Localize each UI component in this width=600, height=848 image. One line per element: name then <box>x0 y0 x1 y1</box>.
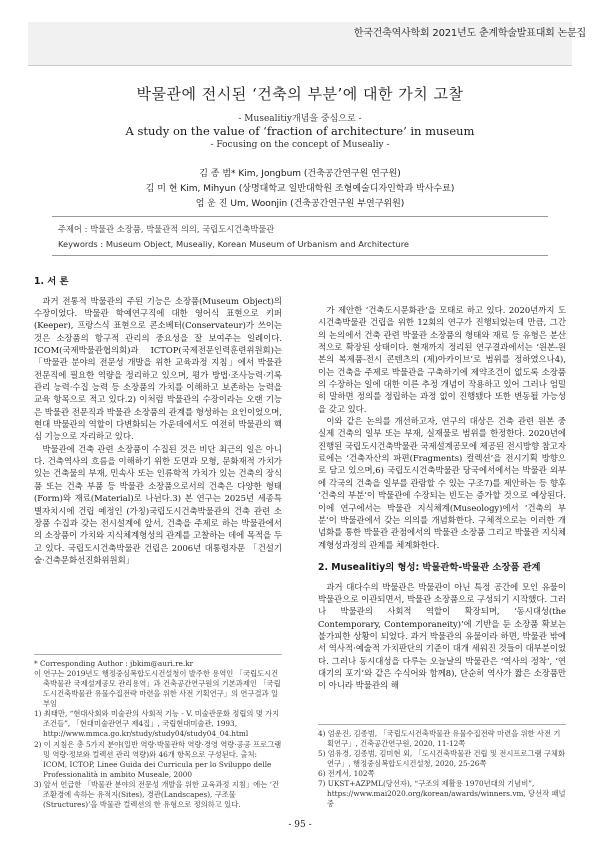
right-footnotes <box>318 724 566 810</box>
right-column <box>318 304 566 692</box>
footnote-corresponding: * Corresponding Author : jbkim@auri.re.kr <box>34 659 194 668</box>
keywords-korean: 주제어 : 박물관 소장품, 박물관적 의의, 국립도시건축박물관 <box>58 224 275 234</box>
english-subtitle: - Focusing on the concept of Musealiy - <box>210 140 390 150</box>
footnote-2: 2) 이 지침은 총 5가지 분야(일반 역량·박물관학 역량·경영 역량·공공 프로그램밍 역량·정보와 컬렉션 관리 역량)와 46개 항목으로 구성된다. 출처: ICOM, ICTOP, Linee Guida dei Curricula per lo Sviluppo delle Professionalità in ambito Museale, 2000 <box>34 739 282 779</box>
section-1-heading: 1. 서 론 <box>34 276 69 287</box>
right-paragraph-3: 과거 대다수의 박물관은 박물관이 아닌 특정 공간에 모인 유물이 박물관으로 이관되면서, 박물관 소장품으로 구성되기 시작했다. 그러나 박물관의 사회적 역할이 확장되며, ‘동시대성(the Contemporary, Contemporaneity)’에 기반을 둔 소장품 확보는 불가피한 상황이 되었다. 과거 박물관의 유물이라 하면, 박물관 밖에서 역사적·예술적 가치판단의 기준이 대개 세워진 것들이 대부분이었다. 그러나 동시대성을 다루는 오늘날의 박물관은 ‘역사의 정착’, ‘연대기의 포기’와 같은 수식어와 함께8), 단순히 역사가 짧은 소장품만이 아니라 박물관의 해 <box>318 581 566 691</box>
running-header: 한국건축역사학회 2021년도 춘계학술발표대회 논문집 <box>353 28 586 39</box>
footnote-4: 4) 엄운진, 김종범, 「국립도시건축박물관 유물수집전략 마련을 위한 사전 기획연구」, 건축공간연구원, 2020, 11-12쪽 <box>318 729 561 749</box>
footnote-3: 3) 앞서 언급한 「박물관 분야의 전문성 개발을 위한 교육과정 지침」에는 ‘건조환경에 속하는 유적지(Sites), 경관(Landscapes), 구조물(Structures)’을 박물관 컬렉션의 한 유형으로 정의하고 있다. <box>34 779 279 809</box>
footnote-6: 6) 전게서, 102쪽 <box>318 769 375 779</box>
left-footnotes <box>34 654 282 810</box>
english-title: A study on the value of ‘fraction of architecture’ in museum <box>125 124 475 138</box>
korean-title: 박물관에 전시된 ‘건축의 부분’에 대한 가치 고찰 <box>136 85 464 103</box>
left-column <box>34 275 282 566</box>
section-2-heading: 2. Musealitiy의 형성: 박물관학-박물관 소장품 관계 <box>318 561 541 573</box>
right-paragraph-1: 가 제안한 ‘건축도시문화관’을 모태로 하고 있다. 2020년까지 도시건축박물관 건립을 위한 12회의 연구가 진행되었는데 만큼, 그간의 논의에서 건축 관련 박물관 소장품의 형태와 재료 등 유형은 분산적으로 확장된 상태이다. 현재까지 정리된 연구결과에서는 ‘원본-원본의 복제품-전시 콘텐츠의 (제)아카이브’로 범위를 정하였으나4), 이는 건축을 주제로 박물관을 구축하기에 제약조건이 없도록 소장품의 수장하는 일에 대한 이른 추정 개념이 작용하고 있어 그러나 엄밀히 말하면 정의를 정립하는 과정 없이 진행됐다 또한 변동될 가능성을 갖고 있다. <box>318 305 566 414</box>
author-3: 엄 운 진 Um, Woonjin (건축공간연구원 부연구위원) <box>195 199 405 209</box>
footnote-1: 1) 최태만, “현대사회와 미술관의 사회적 기능 - V. 미술관문화 정립의 몇 가지 조건들”, 「현대미술관연구 제4집」, 국립현대미술관, 1993, http://www.mmca.go.kr/study/study04/study04_04.html <box>34 709 280 739</box>
keywords-box <box>52 216 548 256</box>
left-paragraph-1: 과거 전통적 박물관의 주된 기능은 소장품(Museum Object)의 수장이었다. 박물관 학예연구직에 대한 영어식 표현으로 키퍼(Keeper), 프랑스식 표현으로 콘소베터(Conservateur)가 쓰이는 것은 소장품의 항구적 관리의 중요성을 잘 보여주는 일례이다. ICOM(국제박물관협의회)과 ICTOP(국제전문인력훈련위원회)는 「박물관 분야의 전문성 개발을 위한 교육과정 지침」에서 박물관 전문직에 필요한 역량을 정리하고 있으며, 평가 방법·조사능력·기록관리 능력·수집 능력 등 소장품의 가치를 이해하고 보존하는 능력을 교육 항목으로 적고 있다.2) 이처럼 박물관의 수장이라는 오랜 기능은 박물관 전문직과 박물관 소장품의 관계를 형성하는 요인이었으며, 현대 박물관의 역할이 다변화되는 가운데에서도 여전히 박물관의 핵심 기능으로 자리하고 있다. <box>34 295 282 442</box>
author-2: 김 미 현 Kim, Mihyun (상명대학교 일반대학원 조형예술디자인학과 박사수료) <box>145 184 455 194</box>
page-number: - 95 - <box>288 820 312 830</box>
author-1: 김 종 범* Kim, Jongbum (건축공간연구원 연구원) <box>199 169 401 179</box>
korean-subtitle: - Musealitiy개념을 중심으로 - <box>238 114 362 124</box>
footnote-5: 5) 엄유경, 김종범, 김미현 외, 「도시건축박물관 건립 및 전시프로그램 구체화 연구」, 행정중심복합도시건설청, 2020, 25-26쪽 <box>318 749 566 769</box>
left-paragraph-2: 박물관에 건축 관련 소장품이 수집된 것은 비단 최근의 일은 아니다. 건축역사의 흐름을 이해하기 위한 도면과 모형, 문화재적 가치가 있는 건축물의 부재, 민속사 또는 인류학적 가치가 있는 건축의 장식품 또는 건축 부품 등 박물관 소장품으로서의 건축은 다양한 형태(Form)와 재료(Material)로 나뉜다.3) 본 연구는 2025년 세종특별자치시에 건립 예정인 (가칭)국립도시건축박물관의 건축 관련 소장품 수집과 갖는 전시설계에 앞서, 건축을 주제로 하는 박물관에서의 소장품이 가치와 지식체계형성의 관계를 고찰하는 데에 목적을 두고 있다. 국립도시건축박물관 건립은 2006년 대통령자문 「건설기술·건축문화선진화위원회」 <box>34 443 282 565</box>
footnote-funding: 이 연구는 2019년도 행정중심복합도시건설청이 발주한 용역인 「국립도시건축박물관 국제설계공모 관리용역」과 건축공간연구원의 기본과제인 「국립도시건축박물관 유물수집전략 마련을 위한 사전 기획연구」의 연구결과 일부임 <box>34 669 281 709</box>
footnote-7: 7) UKST+AZPML(당선자), “구조의 제활용 1970년대의 기념비”, https://www.mai2020.org/korean/awards/winners.vm, 당선작 패널 중 <box>318 779 566 809</box>
right-paragraph-2: 이와 같은 논의를 개선하고자, 연구의 대상은 건축 관련 원본 중 실제 건축의 일부 또는 부재, 실재물로 범위를 한정한다. 2020년에 진행된 국립도시건축박물관 국제설계공모에 제공된 전시방향 참고자료에는 ‘건축자산의 파편(Fragments) 컬렉션’을 전시기획 방향으로 담고 있으며,6) 국립도시건축박물관 당국에서에서는 박물관 외부에 각국의 건축을 일부를 관람할 수 있는 구조7)를 제안하는 등 향후 ‘건축의 부분’이 박물관에 수장되는 빈도는 증가할 것으로 예상된다. 이에 연구에서는 박물관 지식체계(Museology)에서 ‘건축의 부분’이 박물관에서 갖는 의의를 개념화한다. 구체적으로는 이러한 개념화를 통한 박물관 관점에서의 박물관 소장품 그리고 박물관 지식체계형성과정의 관계를 체계화한다. <box>318 416 566 550</box>
keywords-english: Keywords : Museum Object, Musealiy, Korean Museum of Urbanism and Architecture <box>58 239 410 249</box>
